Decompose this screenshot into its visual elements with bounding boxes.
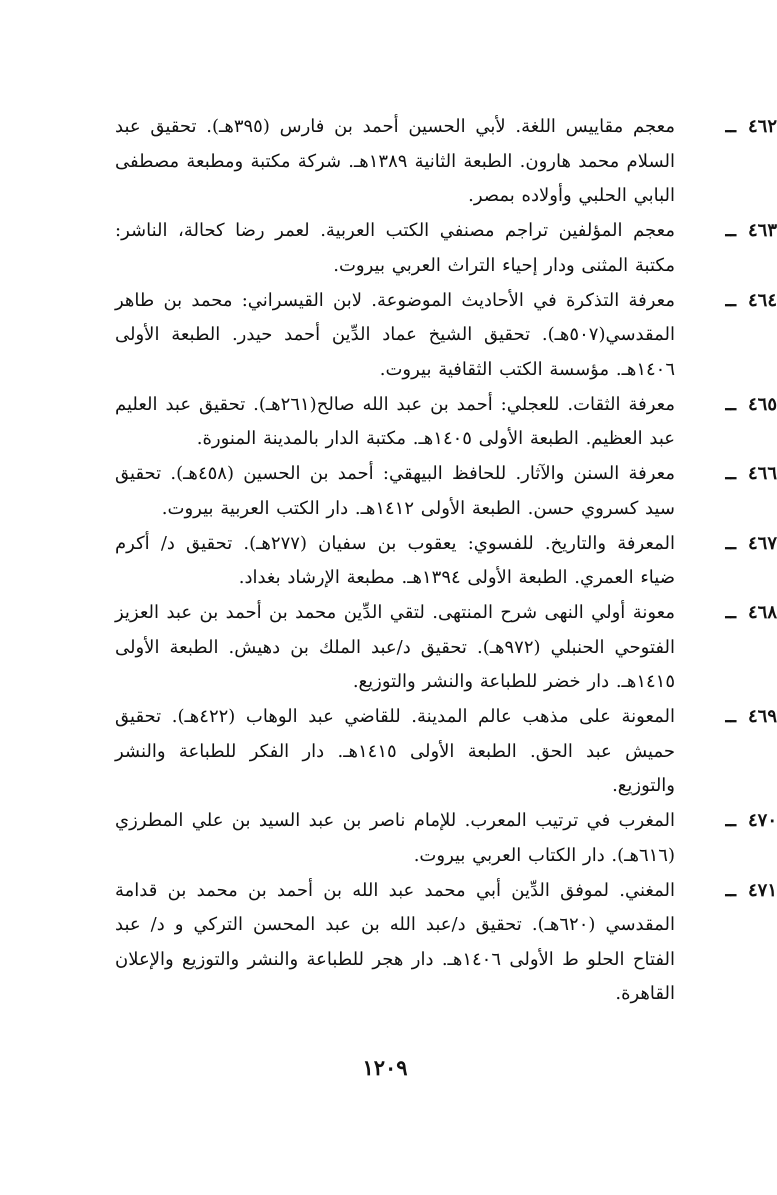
bibliography-entry — [115, 527, 777, 596]
entry-dash: ــ — [725, 463, 736, 484]
entry-dash: ــ — [725, 116, 736, 137]
entry-head — [677, 284, 777, 319]
entry-head — [677, 596, 777, 631]
bibliography-entry — [115, 804, 777, 873]
entry-text: معرفة السنن والآثار. للحافظ البيهقي: أحمد بن الحسين (٤٥٨هـ). تحقيق سيد كسروي حسن. الطبعة الأولى ١٤١٢هـ. دار الكتب العربية بيروت. — [115, 463, 675, 519]
bibliography-entry — [115, 700, 777, 804]
entry-head — [677, 457, 777, 492]
entry-text: المعونة على مذهب عالم المدينة. للقاضي عبد الوهاب (٤٢٢هـ). تحقيق حميش عبد الحق. الطبعة الأولى ١٤١٥هـ. دار الفكر للطباعة والنشر والتوزيع. — [115, 706, 675, 796]
bibliography-list — [115, 110, 777, 1012]
entry-dash: ــ — [725, 393, 736, 415]
bibliography-entry — [115, 388, 777, 457]
entry-head — [677, 804, 777, 839]
entry-number: ٤٦٥ — [747, 393, 777, 415]
entry-head — [677, 214, 777, 249]
entry-head — [677, 527, 777, 562]
bibliography-entry — [115, 596, 777, 700]
entry-dash: ــ — [725, 706, 736, 727]
entry-number: ٤٦٧ — [747, 532, 777, 554]
entry-number: ٤٦٨ — [747, 602, 777, 623]
bibliography-entry — [115, 457, 777, 526]
entry-head — [677, 388, 777, 423]
entry-dash: ــ — [725, 602, 736, 623]
entry-text: المغرب في ترتيب المعرب. للإمام ناصر بن عبد السيد بن علي المطرزي (٦١٦هـ). دار الكتاب العربي بيروت. — [115, 810, 675, 866]
bibliography-entry — [115, 214, 777, 283]
entry-head — [677, 110, 777, 145]
entry-text: معرفة التذكرة في الأحاديث الموضوعة. لابن القيسراني: محمد بن طاهر المقدسي(٥٠٧هـ). تحقيق الشيخ عماد الدِّين أحمد حيدر. الطبعة الأولى ١٤٠٦هـ. مؤسسة الكتب الثقافية بيروت. — [115, 289, 675, 380]
entry-number: ٤٦٣ — [747, 220, 777, 241]
entry-text: معونة أولي النهى شرح المنتهى. لتقي الدِّين محمد بن أحمد بن عبد العزيز الفتوحي الحنبلي (٩٧٢هـ). تحقيق د/عبد الملك بن دهيش. الطبعة الأولى ١٤١٥هـ. دار خضر للطباعة والنشر والتوزيع. — [115, 602, 675, 692]
entry-head — [677, 700, 777, 735]
entry-text: معجم المؤلفين تراجم مصنفي الكتب العربية. لعمر رضا كحالة، الناشر: مكتبة المثنى ودار إحياء التراث العربي بيروت. — [115, 220, 675, 276]
entry-dash: ــ — [725, 220, 736, 241]
entry-dash: ــ — [725, 532, 736, 554]
entry-text: المغني. لموفق الدِّين أبي محمد عبد الله بن أحمد بن محمد بن قدامة المقدسي (٦٢٠هـ). تحقيق د/عبد الله بن عبد المحسن التركي و د/ عبد الفتاح الحلو ط الأولى ١٤٠٦هـ. دار هجر للطباعة والنشر والتوزيع والإعلان القاهرة. — [115, 879, 675, 1004]
bibliography-entry — [115, 110, 777, 214]
entry-text: المعرفة والتاريخ. للفسوي: يعقوب بن سفيان (٢٧٧هـ). تحقيق د/ أكرم ضياء العمري. الطبعة الأولى ١٣٩٤هـ. مطبعة الإرشاد بغداد. — [115, 532, 675, 588]
bibliography-entry — [115, 874, 777, 1012]
entry-number: ٤٦٦ — [747, 463, 777, 484]
entry-dash: ــ — [725, 289, 736, 311]
entry-number: ٤٧١ — [747, 879, 777, 901]
bibliography-entry — [115, 284, 777, 388]
page-number: ١٢٠٩ — [362, 1055, 408, 1080]
entry-number: ٤٧٠ — [747, 810, 777, 831]
entry-head — [677, 874, 777, 909]
entry-number: ٤٦٤ — [747, 289, 777, 311]
entry-number: ٤٦٢ — [747, 116, 777, 137]
entry-text: معرفة الثقات. للعجلي: أحمد بن عبد الله صالح(٢٦١هـ). تحقيق عبد العليم عبد العظيم. الطبعة الأولى ١٤٠٥هـ. مكتبة الدار بالمدينة المنورة. — [115, 393, 675, 449]
entry-text: معجم مقاييس اللغة. لأبي الحسين أحمد بن فارس (٣٩٥هـ). تحقيق عبد السلام محمد هارون. الطبعة الثانية ١٣٨٩هـ. شركة مكتبة ومطبعة مصطفى البابي الحلبي وأولاده بمصر. — [115, 116, 675, 206]
entry-dash: ــ — [725, 810, 736, 831]
entry-number: ٤٦٩ — [747, 706, 777, 727]
entry-dash: ــ — [725, 879, 736, 901]
